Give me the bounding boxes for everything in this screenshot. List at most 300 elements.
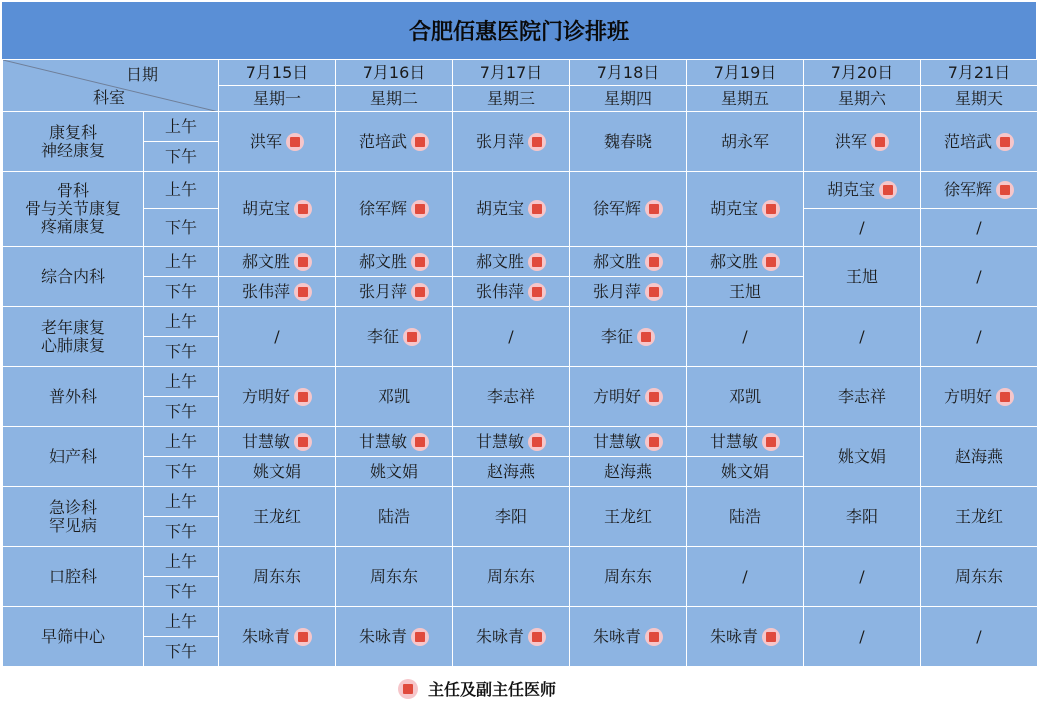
schedule-cell-pm [219,457,336,487]
schedule-cell [804,247,921,307]
director-mark-icon [528,133,546,151]
shift-pm: 下午 [144,397,219,427]
doctor-name-text: 李志祥 [837,386,886,406]
shift-pm: 下午 [144,337,219,367]
shift-am: 上午 [144,247,219,277]
doctor-name [729,283,761,301]
doctor-name [976,219,981,237]
schedule-cell [921,247,1038,307]
doctor-name [593,253,663,271]
doctor-name-text: 张伟萍 [475,281,524,301]
doctor-name [955,448,1003,466]
doctor-name-text: 甘慧敏 [241,431,290,451]
doctor-name [359,283,429,301]
schedule-cell [687,487,804,547]
department-name [3,172,144,247]
doctor-name-text: / [976,626,982,646]
department-name-line: 综合内科 [40,266,105,286]
doctor-name-text: 姚文娟 [837,446,886,466]
doctor-name [955,508,1003,526]
doctor-name [846,268,878,286]
department-name [3,367,144,427]
doctor-name [359,433,429,451]
director-mark-icon [411,200,429,218]
schedule-cell [687,112,804,172]
doctor-name-text: 郝文胜 [475,251,524,271]
date-label: 日期 [125,65,158,84]
shift-am: 上午 [144,427,219,457]
schedule-cell-pm [219,277,336,307]
doctor-name [846,508,878,526]
doctor-name [370,463,418,481]
shift-am: 上午 [144,172,219,209]
shift-am: 上午 [144,112,219,142]
doctor-name-text: 郝文胜 [241,251,290,271]
department-name-line: 老年康复 [40,317,105,337]
doctor-name-text: / [976,266,982,286]
doctor-name [604,508,652,526]
schedule-cell-pm [453,457,570,487]
doctor-name [710,200,780,218]
doctor-name [944,181,1014,199]
director-mark-icon [879,181,897,199]
dept-label: 科室 [93,88,126,107]
department-name-line: 口腔科 [48,566,97,586]
director-mark-icon [645,200,663,218]
schedule-cell-pm [921,209,1038,247]
date-header: 7月18日 [570,60,687,86]
schedule-cell [453,367,570,427]
doctor-name-text: 李征 [366,326,399,346]
department-name [3,112,144,172]
doctor-name-text: 李阳 [494,506,527,526]
doctor-name-text: 胡克宝 [826,180,875,199]
doctor-name-text: 胡克宝 [475,199,524,218]
doctor-name [827,181,897,199]
doctor-name-text: 郝文胜 [709,251,758,271]
doctor-name-text: 甘慧敏 [709,431,758,451]
schedule-cell-pm [336,457,453,487]
department-name-line: 心肺康复 [40,335,105,355]
date-header: 7月15日 [219,60,336,86]
shift-am: 上午 [144,487,219,517]
schedule-cell-pm [804,209,921,247]
doctor-name [944,388,1014,406]
schedule-cell-pm [453,277,570,307]
schedule-cell [570,487,687,547]
doctor-name [487,388,535,406]
director-mark-icon [294,433,312,451]
doctor-name-text: 朱咏青 [709,626,758,646]
doctor-name-text: 胡永军 [720,131,769,151]
doctor-name-text: 魏春晓 [603,131,652,151]
schedule-cell [453,172,570,247]
department-name-line: 早筛中心 [40,626,105,646]
director-mark-icon [528,200,546,218]
schedule-cell-am [219,427,336,457]
doctor-name-text: 陆浩 [728,506,761,526]
doctor-name [729,508,761,526]
schedule-cell-pm [687,457,804,487]
shift-pm: 下午 [144,457,219,487]
shift-am: 上午 [144,307,219,337]
doctor-name [378,508,410,526]
doctor-name [378,388,410,406]
schedule-cell [804,307,921,367]
doctor-name-text: 姚文娟 [252,461,301,481]
director-mark-icon [762,253,780,271]
doctor-name [476,433,546,451]
director-mark-icon [411,433,429,451]
department-name-line: 普外科 [48,386,97,406]
department-name [3,607,144,667]
doctor-name-text: 姚文娟 [369,461,418,481]
schedule-cell-am [570,247,687,277]
doctor-name-text: 张月萍 [475,131,524,151]
doctor-name [253,463,301,481]
doctor-name-text: 陆浩 [377,506,410,526]
doctor-name [487,568,535,586]
doctor-name [359,133,429,151]
schedule-cell [804,547,921,607]
doctor-name [976,628,981,646]
schedule-cell-am [336,427,453,457]
doctor-name-text: 朱咏青 [241,626,290,646]
doctor-name [838,388,886,406]
director-mark-icon [645,253,663,271]
shift-pm: 下午 [144,277,219,307]
doctor-name-text: 姚文娟 [720,461,769,481]
doctor-name-text: 甘慧敏 [475,431,524,451]
doctor-name-text: 王旭 [845,266,878,286]
department-name-line: 疼痛康复 [40,217,105,236]
schedule-cell [336,487,453,547]
doctor-name-text: / [976,217,982,237]
department-name-line: 妇产科 [48,446,97,466]
doctor-name [604,568,652,586]
doctor-name-text: 范培武 [943,131,992,151]
doctor-name-text: 方明好 [241,386,290,406]
doctor-name [242,388,312,406]
schedule-cell [336,607,453,667]
director-mark-icon [645,283,663,301]
doctor-name-text: / [859,326,865,346]
schedule-cell [219,172,336,247]
director-mark-icon [645,433,663,451]
schedule-cell [336,172,453,247]
doctor-name [242,628,312,646]
schedule-cell [453,307,570,367]
doctor-name [729,388,761,406]
doctor-name [508,328,513,346]
doctor-name [487,463,535,481]
doctor-name [370,568,418,586]
schedule-cell-am [336,247,453,277]
schedule-cell [921,547,1038,607]
schedule-cell [687,547,804,607]
date-header: 7月17日 [453,60,570,86]
department-name [3,307,144,367]
schedule-cell [687,607,804,667]
doctor-name-text: / [742,326,748,346]
schedule-cell [570,112,687,172]
director-mark-icon [528,253,546,271]
doctor-name [495,508,527,526]
doctor-name [859,628,864,646]
doctor-name-text: 张月萍 [358,281,407,301]
department-name-line: 神经康复 [40,140,105,160]
doctor-name [944,133,1014,151]
schedule-cell [687,367,804,427]
date-header: 7月16日 [336,60,453,86]
weekday-header: 星期一 [219,86,336,112]
schedule-cell [219,607,336,667]
schedule-cell [687,172,804,247]
department-name-line: 骨科 [56,181,89,200]
doctor-name-text: / [742,566,748,586]
schedule-cell [336,307,453,367]
doctor-name [593,433,663,451]
doctor-name-text: 方明好 [592,386,641,406]
schedule-cell [453,547,570,607]
schedule-cell [921,427,1038,487]
schedule-cell [804,427,921,487]
date-header: 7月21日 [921,60,1038,86]
schedule-cell [336,367,453,427]
schedule-cell-am [219,247,336,277]
weekday-header: 星期六 [804,86,921,112]
schedule-cell-am [453,247,570,277]
department-name [3,427,144,487]
doctor-name-text: 周东东 [954,566,1003,586]
doctor-name [859,219,864,237]
schedule-cell [921,112,1038,172]
schedule-cell [804,112,921,172]
doctor-name [976,268,981,286]
shift-pm: 下午 [144,209,219,247]
doctor-name [710,433,780,451]
doctor-name-text: 李征 [600,326,633,346]
schedule-cell [921,487,1038,547]
director-mark-icon [996,181,1014,199]
director-mark-icon [294,388,312,406]
doctor-name [710,253,780,271]
doctor-name [274,328,279,346]
shift-pm: 下午 [144,577,219,607]
schedule-cell-am [921,172,1038,209]
doctor-name-text: 胡克宝 [241,199,290,218]
schedule-cell [570,172,687,247]
department-name-line: 罕见病 [48,515,97,535]
doctor-name-text: 李志祥 [486,386,535,406]
doctor-name-text: / [976,326,982,346]
department-name [3,547,144,607]
director-mark-icon [645,388,663,406]
weekday-header: 星期四 [570,86,687,112]
doctor-name-text: 赵海燕 [486,461,535,481]
doctor-name [242,283,312,301]
schedule-cell-pm [687,277,804,307]
schedule-cell [453,487,570,547]
schedule-cell [453,607,570,667]
director-mark-icon [398,679,418,699]
doctor-name-text: 方明好 [943,386,992,406]
director-mark-icon [996,388,1014,406]
doctor-name-text: 甘慧敏 [592,431,641,451]
doctor-name [721,133,769,151]
schedule-cell [687,307,804,367]
doctor-name-text: 王龙红 [603,506,652,526]
department-name-line: 急诊科 [48,497,97,517]
director-mark-icon [645,628,663,646]
date-header: 7月20日 [804,60,921,86]
shift-am: 上午 [144,367,219,397]
doctor-name [476,283,546,301]
doctor-name-text: 胡克宝 [709,199,758,218]
shift-pm: 下午 [144,637,219,667]
doctor-name [476,133,546,151]
shift-pm: 下午 [144,142,219,172]
doctor-name [859,568,864,586]
doctor-name-text: / [274,326,280,346]
doctor-name-text: 周东东 [369,566,418,586]
department-name-line: 康复科 [48,122,97,142]
doctor-name [593,388,663,406]
legend-label: 主任及副主任医师 [428,680,557,699]
director-mark-icon [294,200,312,218]
director-mark-icon [762,628,780,646]
doctor-name [253,568,301,586]
doctor-name-text: 洪军 [834,131,867,151]
doctor-name [593,283,663,301]
doctor-name [250,133,304,151]
schedule-cell [921,367,1038,427]
doctor-name [604,133,652,151]
doctor-name-text: 王龙红 [252,506,301,526]
director-mark-icon [411,628,429,646]
director-mark-icon [528,433,546,451]
date-header: 7月19日 [687,60,804,86]
director-mark-icon [528,283,546,301]
doctor-name-text: / [859,626,865,646]
schedule-cell [570,367,687,427]
doctor-name-text: / [508,326,514,346]
schedule-cell-pm [336,277,453,307]
schedule-cell-am [453,427,570,457]
director-mark-icon [762,433,780,451]
weekday-header: 星期天 [921,86,1038,112]
header-corner [3,60,219,112]
director-mark-icon [294,283,312,301]
doctor-name-text: 徐军辉 [943,180,992,199]
schedule-cell [570,607,687,667]
schedule-cell-am [570,427,687,457]
doctor-name-text: / [859,217,865,237]
schedule-cell-am [687,247,804,277]
doctor-name [593,628,663,646]
doctor-name [359,628,429,646]
doctor-name-text: 邓凯 [377,386,410,406]
doctor-name [838,448,886,466]
schedule-cell [804,367,921,427]
director-mark-icon [294,628,312,646]
schedule-cell [921,607,1038,667]
schedule-cell [219,112,336,172]
director-mark-icon [528,628,546,646]
shift-am: 上午 [144,607,219,637]
doctor-name-text: 郝文胜 [358,251,407,271]
schedule-cell [219,487,336,547]
doctor-name-text: 朱咏青 [475,626,524,646]
schedule-cell [219,307,336,367]
schedule-cell [219,367,336,427]
doctor-name [476,253,546,271]
doctor-name-text: 甘慧敏 [358,431,407,451]
page-title: 合肥佰惠医院门诊排班 [2,2,1036,59]
doctor-name [721,463,769,481]
director-mark-icon [294,253,312,271]
director-mark-icon [411,283,429,301]
schedule-cell-pm [570,457,687,487]
director-mark-icon [871,133,889,151]
director-mark-icon [403,328,421,346]
doctor-name-text: 王龙红 [954,506,1003,526]
doctor-name-text: 张月萍 [592,281,641,301]
doctor-name [742,568,747,586]
doctor-name-text: 赵海燕 [603,461,652,481]
doctor-name-text: 周东东 [252,566,301,586]
director-mark-icon [637,328,655,346]
schedule-cell [219,547,336,607]
schedule-cell [570,547,687,607]
doctor-name [604,463,652,481]
doctor-name [476,200,546,218]
weekday-header: 星期三 [453,86,570,112]
doctor-name [593,200,663,218]
shift-am: 上午 [144,547,219,577]
doctor-name-text: 王旭 [728,281,761,301]
director-mark-icon [411,253,429,271]
schedule-cell [921,307,1038,367]
department-name [3,487,144,547]
doctor-name-text: 李阳 [845,506,878,526]
doctor-name [242,433,312,451]
director-mark-icon [762,200,780,218]
doctor-name-text: 范培武 [358,131,407,151]
doctor-name-text: 邓凯 [728,386,761,406]
schedule-cell [570,307,687,367]
doctor-name [359,253,429,271]
doctor-name [242,200,312,218]
schedule-cell [804,607,921,667]
schedule-table [2,59,1038,667]
doctor-name-text: 朱咏青 [358,626,407,646]
doctor-name [955,568,1003,586]
doctor-name [835,133,889,151]
doctor-name-text: 周东东 [486,566,535,586]
department-name-line: 骨与关节康复 [24,199,121,218]
legend [398,677,556,700]
doctor-name-text: 郝文胜 [592,251,641,271]
doctor-name-text: 周东东 [603,566,652,586]
doctor-name [476,628,546,646]
doctor-name [359,200,429,218]
schedule-cell-pm [570,277,687,307]
doctor-name [710,628,780,646]
schedule-cell-am [687,427,804,457]
doctor-name-text: 洪军 [249,131,282,151]
doctor-name-text: 张伟萍 [241,281,290,301]
